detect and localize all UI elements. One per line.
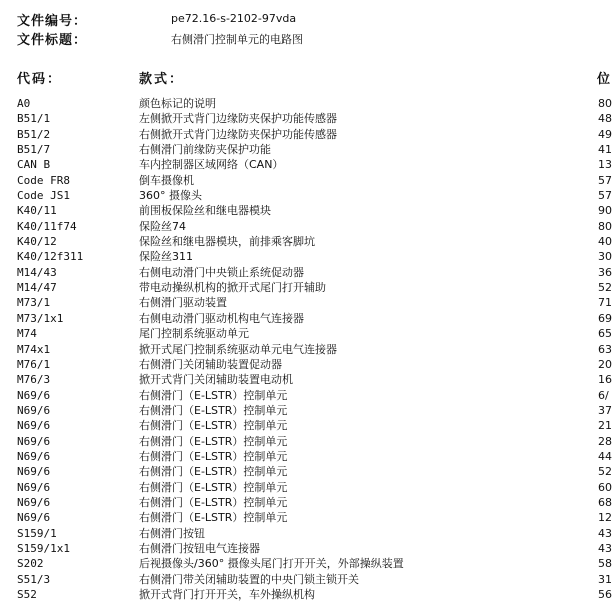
table-row [0, 434, 612, 449]
component-position: 37 [598, 403, 612, 417]
doc-number-label: 文件编号： [17, 14, 88, 29]
component-code: M76/3 [17, 373, 51, 387]
component-code: N69/6 [17, 388, 51, 402]
component-position: 65 [598, 327, 612, 341]
component-description: 右侧电动滑门驱动机构电气连接器 [139, 311, 304, 325]
table-row [0, 495, 612, 510]
component-description: 倒车摄像机 [139, 173, 194, 187]
component-position: 48 [598, 112, 612, 126]
component-code: K40/12 [17, 235, 57, 249]
component-description: 右侧滑门带关闭辅助装置的中央门锁主锁开关 [139, 572, 359, 586]
component-code: N69/6 [17, 480, 51, 494]
component-description: 车内控制器区域网络（CAN） [139, 158, 284, 172]
component-description: 右侧滑门按钮电气连接器 [139, 541, 260, 555]
component-code: N69/6 [17, 434, 51, 448]
component-position: 20 [598, 357, 612, 371]
component-description: 右侧掀开式背门边缘防夹保护功能传感器 [139, 127, 337, 141]
component-position: 31 [598, 572, 612, 586]
table-row [0, 142, 612, 157]
table-row [0, 295, 612, 310]
doc-title-label: 文件标题： [17, 33, 88, 48]
component-code: M73/1x1 [17, 311, 64, 325]
component-position: 69 [598, 311, 612, 325]
table-row [0, 188, 612, 203]
component-code: Code FR8 [17, 173, 70, 187]
component-code: A0 [17, 97, 31, 110]
component-position: 44 [598, 449, 612, 463]
component-position: 30 [598, 250, 612, 264]
component-position: 80 [598, 219, 612, 233]
component-description: 右侧滑门（E-LSTR）控制单元 [139, 495, 288, 509]
component-position: 16 [598, 373, 612, 387]
component-description: 右侧滑门（E-LSTR）控制单元 [139, 465, 288, 479]
component-code: B51/2 [17, 127, 51, 141]
component-code: S202 [17, 557, 44, 571]
component-position: 57 [598, 189, 612, 203]
component-position: 71 [598, 296, 612, 310]
component-code: M14/47 [17, 281, 57, 295]
component-description: 右侧滑门（E-LSTR）控制单元 [139, 388, 288, 402]
component-list [0, 96, 612, 602]
component-position: 60 [598, 480, 612, 494]
component-code: S159/1 [17, 526, 57, 540]
doc-title-value: 右侧滑门控制单元的电路图 [171, 33, 303, 46]
component-position: 63 [598, 342, 612, 356]
component-code: N69/6 [17, 419, 51, 433]
component-code: M73/1 [17, 296, 51, 310]
component-position: 6/ [598, 388, 609, 402]
table-row [0, 173, 612, 188]
table-row [0, 449, 612, 464]
component-position: 21 [598, 419, 612, 433]
component-code: B51/7 [17, 143, 51, 157]
table-row [0, 311, 612, 326]
table-row [0, 357, 612, 372]
table-row [0, 342, 612, 357]
component-code: B51/1 [17, 112, 51, 126]
component-code: M74 [17, 327, 37, 341]
component-description: 尾门控制系统驱动单元 [139, 327, 249, 341]
component-description: 右侧滑门前缘防夹保护功能 [139, 143, 271, 157]
table-row [0, 372, 612, 387]
component-position: 52 [598, 465, 612, 479]
table-row [0, 556, 612, 571]
table-row [0, 280, 612, 295]
component-description: 保险丝和继电器模块，前排乘客脚坑 [139, 235, 315, 249]
component-position: 36 [598, 265, 612, 279]
component-code: Code JS1 [17, 189, 70, 203]
component-position: 28 [598, 434, 612, 448]
table-row [0, 587, 612, 602]
table-row [0, 234, 612, 249]
component-code: S52 [17, 588, 37, 601]
table-row [0, 510, 612, 525]
table-row [0, 249, 612, 264]
component-position: 49 [598, 127, 612, 141]
table-row [0, 157, 612, 172]
table-row [0, 480, 612, 495]
component-position: 58 [598, 557, 612, 571]
component-description: 颜色标记的说明 [139, 97, 216, 110]
component-description: 右侧电动滑门中央锁止系统促动器 [139, 265, 304, 279]
table-row [0, 203, 612, 218]
table-row [0, 326, 612, 341]
component-position: 90 [598, 204, 612, 218]
column-header-position: 位 [597, 72, 612, 87]
component-description: 右侧滑门关闭辅助装置促动器 [139, 357, 282, 371]
component-code: N69/6 [17, 449, 51, 463]
component-code: M74x1 [17, 342, 51, 356]
component-description: 右侧滑门（E-LSTR）控制单元 [139, 449, 288, 463]
component-code: K40/12f311 [17, 250, 84, 264]
table-row [0, 403, 612, 418]
table-row [0, 219, 612, 234]
component-description: 左侧掀开式背门边缘防夹保护功能传感器 [139, 112, 337, 126]
component-code: S159/1x1 [17, 541, 70, 555]
component-description: 前围板保险丝和继电器模块 [139, 204, 271, 218]
table-row [0, 265, 612, 280]
table-row [0, 96, 612, 111]
component-description: 后视摄像头/360° 摄像头尾门打开开关，外部操纵装置 [139, 557, 404, 571]
table-row [0, 464, 612, 479]
table-row [0, 418, 612, 433]
component-description: 保险丝74 [139, 219, 186, 233]
component-code: CAN B [17, 158, 51, 172]
component-description: 右侧滑门（E-LSTR）控制单元 [139, 480, 288, 494]
component-position: 40 [598, 235, 612, 249]
component-position: 13 [598, 158, 612, 172]
component-description: 掀开式背门关闭辅助装置电动机 [139, 373, 293, 387]
table-row [0, 388, 609, 403]
component-description: 右侧滑门（E-LSTR）控制单元 [139, 419, 288, 433]
component-position: 52 [598, 281, 612, 295]
component-code: S51/3 [17, 572, 51, 586]
component-position: 41 [598, 143, 612, 157]
component-code: M14/43 [17, 265, 57, 279]
table-row [0, 526, 612, 541]
component-description: 掀开式背门打开开关，车外操纵机构 [139, 588, 315, 601]
component-description: 右侧滑门（E-LSTR）控制单元 [139, 511, 288, 525]
component-description: 掀开式尾门控制系统驱动单元电气连接器 [139, 342, 337, 356]
table-row [0, 572, 612, 587]
component-code: N69/6 [17, 495, 51, 509]
doc-number-value: pe72.16-s-2102-97vda [171, 12, 297, 25]
component-code: K40/11 [17, 204, 57, 218]
component-description: 带电动操纵机构的掀开式尾门打开辅助 [139, 281, 326, 295]
component-position: 80 [598, 97, 612, 110]
table-row [0, 127, 612, 142]
component-code: N69/6 [17, 511, 51, 525]
component-code: K40/11f74 [17, 219, 77, 233]
component-position: 56 [598, 588, 612, 601]
table-row [0, 111, 612, 126]
column-header-model: 款式： [139, 72, 185, 87]
component-description: 右侧滑门按钮 [139, 526, 205, 540]
component-position: 43 [598, 541, 612, 555]
component-description: 右侧滑门（E-LSTR）控制单元 [139, 434, 288, 448]
component-position: 68 [598, 495, 612, 509]
column-header-code: 代码： [17, 72, 63, 87]
component-code: N69/6 [17, 465, 51, 479]
table-row [0, 541, 612, 556]
component-description: 右侧滑门（E-LSTR）控制单元 [139, 403, 288, 417]
component-code: N69/6 [17, 403, 51, 417]
component-code: M76/1 [17, 357, 51, 371]
component-description: 右侧滑门驱动装置 [139, 296, 227, 310]
component-description: 保险丝311 [139, 250, 193, 264]
component-position: 12 [598, 511, 612, 525]
component-position: 43 [598, 526, 612, 540]
component-position: 57 [598, 173, 612, 187]
component-description: 360° 摄像头 [139, 189, 202, 203]
